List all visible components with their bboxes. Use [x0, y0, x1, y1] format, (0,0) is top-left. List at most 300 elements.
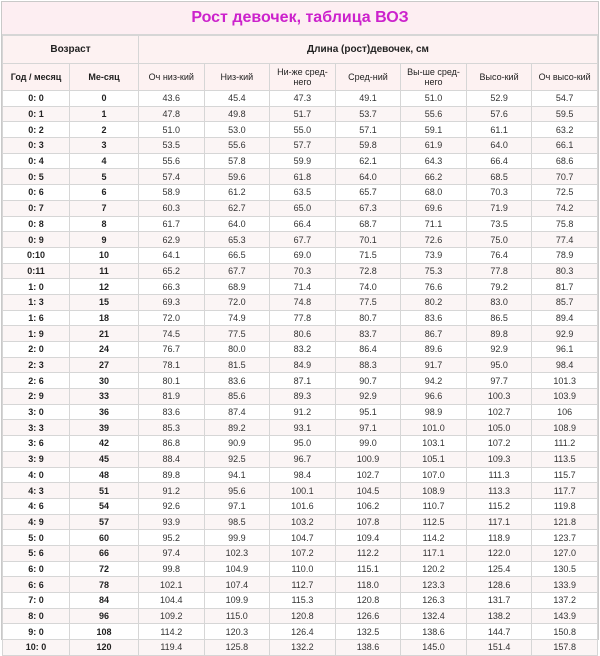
value-cell: 78.9: [532, 247, 598, 263]
page-title: Рост девочек, таблица ВОЗ: [2, 2, 598, 35]
month-cell: 18: [70, 310, 139, 326]
value-cell: 150.8: [532, 624, 598, 640]
value-cell: 103.2: [270, 514, 336, 530]
value-cell: 73.5: [466, 216, 532, 232]
value-cell: 58.9: [139, 185, 205, 201]
value-cell: 97.1: [204, 498, 270, 514]
value-cell: 61.9: [401, 138, 467, 154]
table-row: [3, 498, 598, 514]
value-cell: 61.1: [466, 122, 532, 138]
age-cell: 2: 3: [3, 357, 70, 373]
value-cell: 57.7: [270, 138, 336, 154]
value-cell: 68.7: [335, 216, 401, 232]
age-cell: 10: 0: [3, 640, 70, 656]
value-cell: 65.7: [335, 185, 401, 201]
value-cell: 49.1: [335, 91, 401, 107]
age-cell: 4: 9: [3, 514, 70, 530]
growth-table-document: [1, 1, 599, 653]
value-cell: 65.3: [204, 232, 270, 248]
table-row: [3, 608, 598, 624]
month-cell: 78: [70, 577, 139, 593]
value-cell: 59.8: [335, 138, 401, 154]
table-row: [3, 91, 598, 107]
value-cell: 66.3: [139, 279, 205, 295]
value-cell: 89.8: [466, 326, 532, 342]
age-cell: 0: 3: [3, 138, 70, 154]
value-cell: 71.9: [466, 200, 532, 216]
value-cell: 83.6: [401, 310, 467, 326]
age-cell: 1: 9: [3, 326, 70, 342]
value-cell: 83.0: [466, 294, 532, 310]
value-cell: 113.3: [466, 483, 532, 499]
value-cell: 65.0: [270, 200, 336, 216]
value-cell: 57.1: [335, 122, 401, 138]
month-cell: 33: [70, 389, 139, 405]
value-cell: 66.4: [270, 216, 336, 232]
table-row: [3, 263, 598, 279]
value-cell: 71.5: [335, 247, 401, 263]
value-cell: 76.4: [466, 247, 532, 263]
value-cell: 144.7: [466, 624, 532, 640]
value-cell: 86.7: [401, 326, 467, 342]
value-cell: 57.6: [466, 106, 532, 122]
value-cell: 72.0: [204, 294, 270, 310]
value-cell: 76.6: [401, 279, 467, 295]
month-cell: 8: [70, 216, 139, 232]
age-cell: 0: 6: [3, 185, 70, 201]
value-cell: 102.7: [466, 404, 532, 420]
value-cell: 59.1: [401, 122, 467, 138]
value-cell: 57.8: [204, 153, 270, 169]
value-cell: 132.2: [270, 640, 336, 656]
column-header-below-average: Ни-же сред-него: [270, 64, 336, 91]
value-cell: 117.7: [532, 483, 598, 499]
month-cell: 60: [70, 530, 139, 546]
value-cell: 66.4: [466, 153, 532, 169]
column-header-very-high: Оч высо-кий: [532, 64, 598, 91]
table-row: [3, 545, 598, 561]
value-cell: 94.2: [401, 373, 467, 389]
value-cell: 131.7: [466, 593, 532, 609]
value-cell: 70.3: [466, 185, 532, 201]
age-cell: 8: 0: [3, 608, 70, 624]
age-cell: 6: 0: [3, 561, 70, 577]
age-cell: 4: 0: [3, 467, 70, 483]
value-cell: 81.5: [204, 357, 270, 373]
value-cell: 93.9: [139, 514, 205, 530]
value-cell: 69.3: [139, 294, 205, 310]
value-cell: 72.5: [532, 185, 598, 201]
age-cell: 0: 5: [3, 169, 70, 185]
value-cell: 59.5: [532, 106, 598, 122]
value-cell: 107.4: [204, 577, 270, 593]
month-cell: 7: [70, 200, 139, 216]
month-cell: 39: [70, 420, 139, 436]
value-cell: 114.2: [401, 530, 467, 546]
value-cell: 62.7: [204, 200, 270, 216]
value-cell: 89.4: [532, 310, 598, 326]
value-cell: 126.6: [335, 608, 401, 624]
value-cell: 104.9: [204, 561, 270, 577]
value-cell: 138.6: [335, 640, 401, 656]
value-cell: 96.6: [401, 389, 467, 405]
value-cell: 54.7: [532, 91, 598, 107]
value-cell: 91.7: [401, 357, 467, 373]
value-cell: 107.8: [335, 514, 401, 530]
value-cell: 62.9: [139, 232, 205, 248]
value-cell: 69.6: [401, 200, 467, 216]
value-cell: 123.7: [532, 530, 598, 546]
value-cell: 98.9: [401, 404, 467, 420]
column-header-high: Высо-кий: [466, 64, 532, 91]
value-cell: 64.0: [204, 216, 270, 232]
value-cell: 47.3: [270, 91, 336, 107]
age-cell: 1: 3: [3, 294, 70, 310]
table-row: [3, 404, 598, 420]
value-cell: 100.3: [466, 389, 532, 405]
month-cell: 10: [70, 247, 139, 263]
age-cell: 1: 0: [3, 279, 70, 295]
value-cell: 88.3: [335, 357, 401, 373]
value-cell: 123.3: [401, 577, 467, 593]
value-cell: 126.3: [401, 593, 467, 609]
month-cell: 57: [70, 514, 139, 530]
value-cell: 55.6: [204, 138, 270, 154]
value-cell: 99.8: [139, 561, 205, 577]
table-row: [3, 294, 598, 310]
value-cell: 137.2: [532, 593, 598, 609]
month-cell: 27: [70, 357, 139, 373]
value-cell: 60.3: [139, 200, 205, 216]
month-cell: 11: [70, 263, 139, 279]
value-cell: 80.7: [335, 310, 401, 326]
value-cell: 81.9: [139, 389, 205, 405]
value-cell: 74.0: [335, 279, 401, 295]
column-header-very-low: Оч низ-кий: [139, 64, 205, 91]
table-row: [3, 326, 598, 342]
value-cell: 63.5: [270, 185, 336, 201]
value-cell: 122.0: [466, 545, 532, 561]
table-row: [3, 247, 598, 263]
table-row: [3, 514, 598, 530]
value-cell: 105.0: [466, 420, 532, 436]
value-cell: 92.9: [466, 342, 532, 358]
value-cell: 101.6: [270, 498, 336, 514]
value-cell: 126.4: [270, 624, 336, 640]
value-cell: 49.8: [204, 106, 270, 122]
value-cell: 67.7: [204, 263, 270, 279]
value-cell: 94.1: [204, 467, 270, 483]
value-cell: 119.4: [139, 640, 205, 656]
value-cell: 109.4: [335, 530, 401, 546]
value-cell: 111.3: [466, 467, 532, 483]
value-cell: 92.6: [139, 498, 205, 514]
value-cell: 114.2: [139, 624, 205, 640]
age-cell: 1: 6: [3, 310, 70, 326]
value-cell: 105.1: [401, 451, 467, 467]
value-cell: 62.1: [335, 153, 401, 169]
value-cell: 69.0: [270, 247, 336, 263]
column-header-above-average: Вы-ше сред-него: [401, 64, 467, 91]
value-cell: 91.2: [139, 483, 205, 499]
value-cell: 64.3: [401, 153, 467, 169]
value-cell: 55.6: [401, 106, 467, 122]
value-cell: 77.4: [532, 232, 598, 248]
value-cell: 112.2: [335, 545, 401, 561]
table-row: [3, 279, 598, 295]
age-cell: 5: 0: [3, 530, 70, 546]
value-cell: 92.9: [532, 326, 598, 342]
value-cell: 115.1: [335, 561, 401, 577]
value-cell: 53.5: [139, 138, 205, 154]
value-cell: 83.7: [335, 326, 401, 342]
value-cell: 132.5: [335, 624, 401, 640]
value-cell: 128.6: [466, 577, 532, 593]
value-cell: 99.9: [204, 530, 270, 546]
value-cell: 76.7: [139, 342, 205, 358]
month-cell: 72: [70, 561, 139, 577]
table-row: [3, 467, 598, 483]
value-cell: 71.4: [270, 279, 336, 295]
value-cell: 106: [532, 404, 598, 420]
value-cell: 110.7: [401, 498, 467, 514]
month-cell: 15: [70, 294, 139, 310]
value-cell: 74.8: [270, 294, 336, 310]
month-cell: 5: [70, 169, 139, 185]
value-cell: 95.0: [270, 436, 336, 452]
growth-table: [2, 35, 598, 656]
value-cell: 74.5: [139, 326, 205, 342]
table-body: [3, 91, 598, 656]
value-cell: 89.3: [270, 389, 336, 405]
value-cell: 97.4: [139, 545, 205, 561]
table-row: [3, 624, 598, 640]
value-cell: 83.2: [270, 342, 336, 358]
table-row: [3, 216, 598, 232]
age-cell: 2: 6: [3, 373, 70, 389]
age-cell: 6: 6: [3, 577, 70, 593]
value-cell: 75.0: [466, 232, 532, 248]
month-cell: 108: [70, 624, 139, 640]
age-cell: 0: 7: [3, 200, 70, 216]
value-cell: 125.4: [466, 561, 532, 577]
value-cell: 98.4: [270, 467, 336, 483]
value-cell: 55.0: [270, 122, 336, 138]
age-group-header: Возраст: [3, 36, 139, 64]
value-cell: 107.0: [401, 467, 467, 483]
value-cell: 53.0: [204, 122, 270, 138]
value-cell: 51.0: [139, 122, 205, 138]
table-row: [3, 232, 598, 248]
value-cell: 157.8: [532, 640, 598, 656]
value-cell: 59.9: [270, 153, 336, 169]
age-cell: 0: 1: [3, 106, 70, 122]
value-cell: 112.7: [270, 577, 336, 593]
value-cell: 79.2: [466, 279, 532, 295]
value-cell: 115.0: [204, 608, 270, 624]
value-cell: 118.9: [466, 530, 532, 546]
value-cell: 77.5: [204, 326, 270, 342]
value-cell: 78.1: [139, 357, 205, 373]
value-cell: 72.8: [335, 263, 401, 279]
value-cell: 59.6: [204, 169, 270, 185]
table-row: [3, 561, 598, 577]
value-cell: 98.5: [204, 514, 270, 530]
value-cell: 115.3: [270, 593, 336, 609]
value-cell: 61.2: [204, 185, 270, 201]
value-cell: 87.4: [204, 404, 270, 420]
value-cell: 80.0: [204, 342, 270, 358]
month-cell: 120: [70, 640, 139, 656]
value-cell: 53.7: [335, 106, 401, 122]
value-cell: 51.0: [401, 91, 467, 107]
value-cell: 85.6: [204, 389, 270, 405]
value-cell: 104.7: [270, 530, 336, 546]
value-cell: 74.2: [532, 200, 598, 216]
month-cell: 3: [70, 138, 139, 154]
age-cell: 9: 0: [3, 624, 70, 640]
age-cell: 2: 9: [3, 389, 70, 405]
value-cell: 61.7: [139, 216, 205, 232]
month-cell: 24: [70, 342, 139, 358]
value-cell: 95.6: [204, 483, 270, 499]
column-header-month: Ме-сяц: [70, 64, 139, 91]
value-cell: 102.3: [204, 545, 270, 561]
value-cell: 73.9: [401, 247, 467, 263]
value-cell: 138.2: [466, 608, 532, 624]
value-cell: 61.8: [270, 169, 336, 185]
table-row: [3, 138, 598, 154]
value-cell: 86.5: [466, 310, 532, 326]
value-cell: 119.8: [532, 498, 598, 514]
value-cell: 89.8: [139, 467, 205, 483]
value-cell: 99.0: [335, 436, 401, 452]
value-cell: 89.6: [401, 342, 467, 358]
value-cell: 100.1: [270, 483, 336, 499]
month-cell: 54: [70, 498, 139, 514]
value-cell: 90.9: [204, 436, 270, 452]
value-cell: 111.2: [532, 436, 598, 452]
table-row: [3, 436, 598, 452]
value-cell: 115.7: [532, 467, 598, 483]
value-cell: 71.1: [401, 216, 467, 232]
age-cell: 7: 0: [3, 593, 70, 609]
value-cell: 100.9: [335, 451, 401, 467]
value-cell: 75.3: [401, 263, 467, 279]
value-cell: 118.0: [335, 577, 401, 593]
value-cell: 107.2: [466, 436, 532, 452]
month-cell: 45: [70, 451, 139, 467]
age-cell: 4: 3: [3, 483, 70, 499]
value-cell: 138.6: [401, 624, 467, 640]
value-cell: 92.5: [204, 451, 270, 467]
table-row: [3, 357, 598, 373]
table-row: [3, 106, 598, 122]
value-cell: 72.6: [401, 232, 467, 248]
month-cell: 1: [70, 106, 139, 122]
table-row: [3, 640, 598, 656]
value-cell: 43.6: [139, 91, 205, 107]
table-row: [3, 483, 598, 499]
value-cell: 68.6: [532, 153, 598, 169]
month-cell: 42: [70, 436, 139, 452]
age-cell: 0: 0: [3, 91, 70, 107]
value-cell: 117.1: [401, 545, 467, 561]
value-cell: 104.5: [335, 483, 401, 499]
age-cell: 3: 0: [3, 404, 70, 420]
value-cell: 66.1: [532, 138, 598, 154]
age-cell: 0: 2: [3, 122, 70, 138]
value-cell: 80.6: [270, 326, 336, 342]
value-cell: 120.8: [270, 608, 336, 624]
table-row: [3, 389, 598, 405]
table-row: [3, 153, 598, 169]
value-cell: 66.2: [401, 169, 467, 185]
value-cell: 66.5: [204, 247, 270, 263]
column-header-average: Сред-ний: [335, 64, 401, 91]
value-cell: 83.6: [139, 404, 205, 420]
value-cell: 45.4: [204, 91, 270, 107]
value-cell: 77.5: [335, 294, 401, 310]
value-cell: 113.5: [532, 451, 598, 467]
month-cell: 12: [70, 279, 139, 295]
value-cell: 127.0: [532, 545, 598, 561]
table-row: [3, 200, 598, 216]
value-cell: 72.0: [139, 310, 205, 326]
month-cell: 4: [70, 153, 139, 169]
value-cell: 68.5: [466, 169, 532, 185]
table-row: [3, 420, 598, 436]
value-cell: 145.0: [401, 640, 467, 656]
value-cell: 67.7: [270, 232, 336, 248]
value-cell: 95.1: [335, 404, 401, 420]
value-cell: 86.4: [335, 342, 401, 358]
value-cell: 77.8: [270, 310, 336, 326]
value-cell: 74.9: [204, 310, 270, 326]
value-cell: 109.3: [466, 451, 532, 467]
table-row: [3, 593, 598, 609]
age-cell: 5: 6: [3, 545, 70, 561]
value-cell: 133.9: [532, 577, 598, 593]
value-cell: 102.7: [335, 467, 401, 483]
value-cell: 63.2: [532, 122, 598, 138]
value-cell: 64.0: [466, 138, 532, 154]
month-cell: 51: [70, 483, 139, 499]
table-row: [3, 342, 598, 358]
month-cell: 84: [70, 593, 139, 609]
month-cell: 6: [70, 185, 139, 201]
value-cell: 65.2: [139, 263, 205, 279]
value-cell: 117.1: [466, 514, 532, 530]
value-cell: 130.5: [532, 561, 598, 577]
month-cell: 0: [70, 91, 139, 107]
value-cell: 104.4: [139, 593, 205, 609]
value-cell: 132.4: [401, 608, 467, 624]
value-cell: 70.7: [532, 169, 598, 185]
value-cell: 80.2: [401, 294, 467, 310]
month-cell: 96: [70, 608, 139, 624]
value-cell: 101.3: [532, 373, 598, 389]
month-cell: 9: [70, 232, 139, 248]
age-cell: 0:10: [3, 247, 70, 263]
value-cell: 86.8: [139, 436, 205, 452]
value-cell: 81.7: [532, 279, 598, 295]
value-cell: 151.4: [466, 640, 532, 656]
age-cell: 0: 8: [3, 216, 70, 232]
value-cell: 110.0: [270, 561, 336, 577]
age-cell: 0: 9: [3, 232, 70, 248]
value-cell: 120.8: [335, 593, 401, 609]
